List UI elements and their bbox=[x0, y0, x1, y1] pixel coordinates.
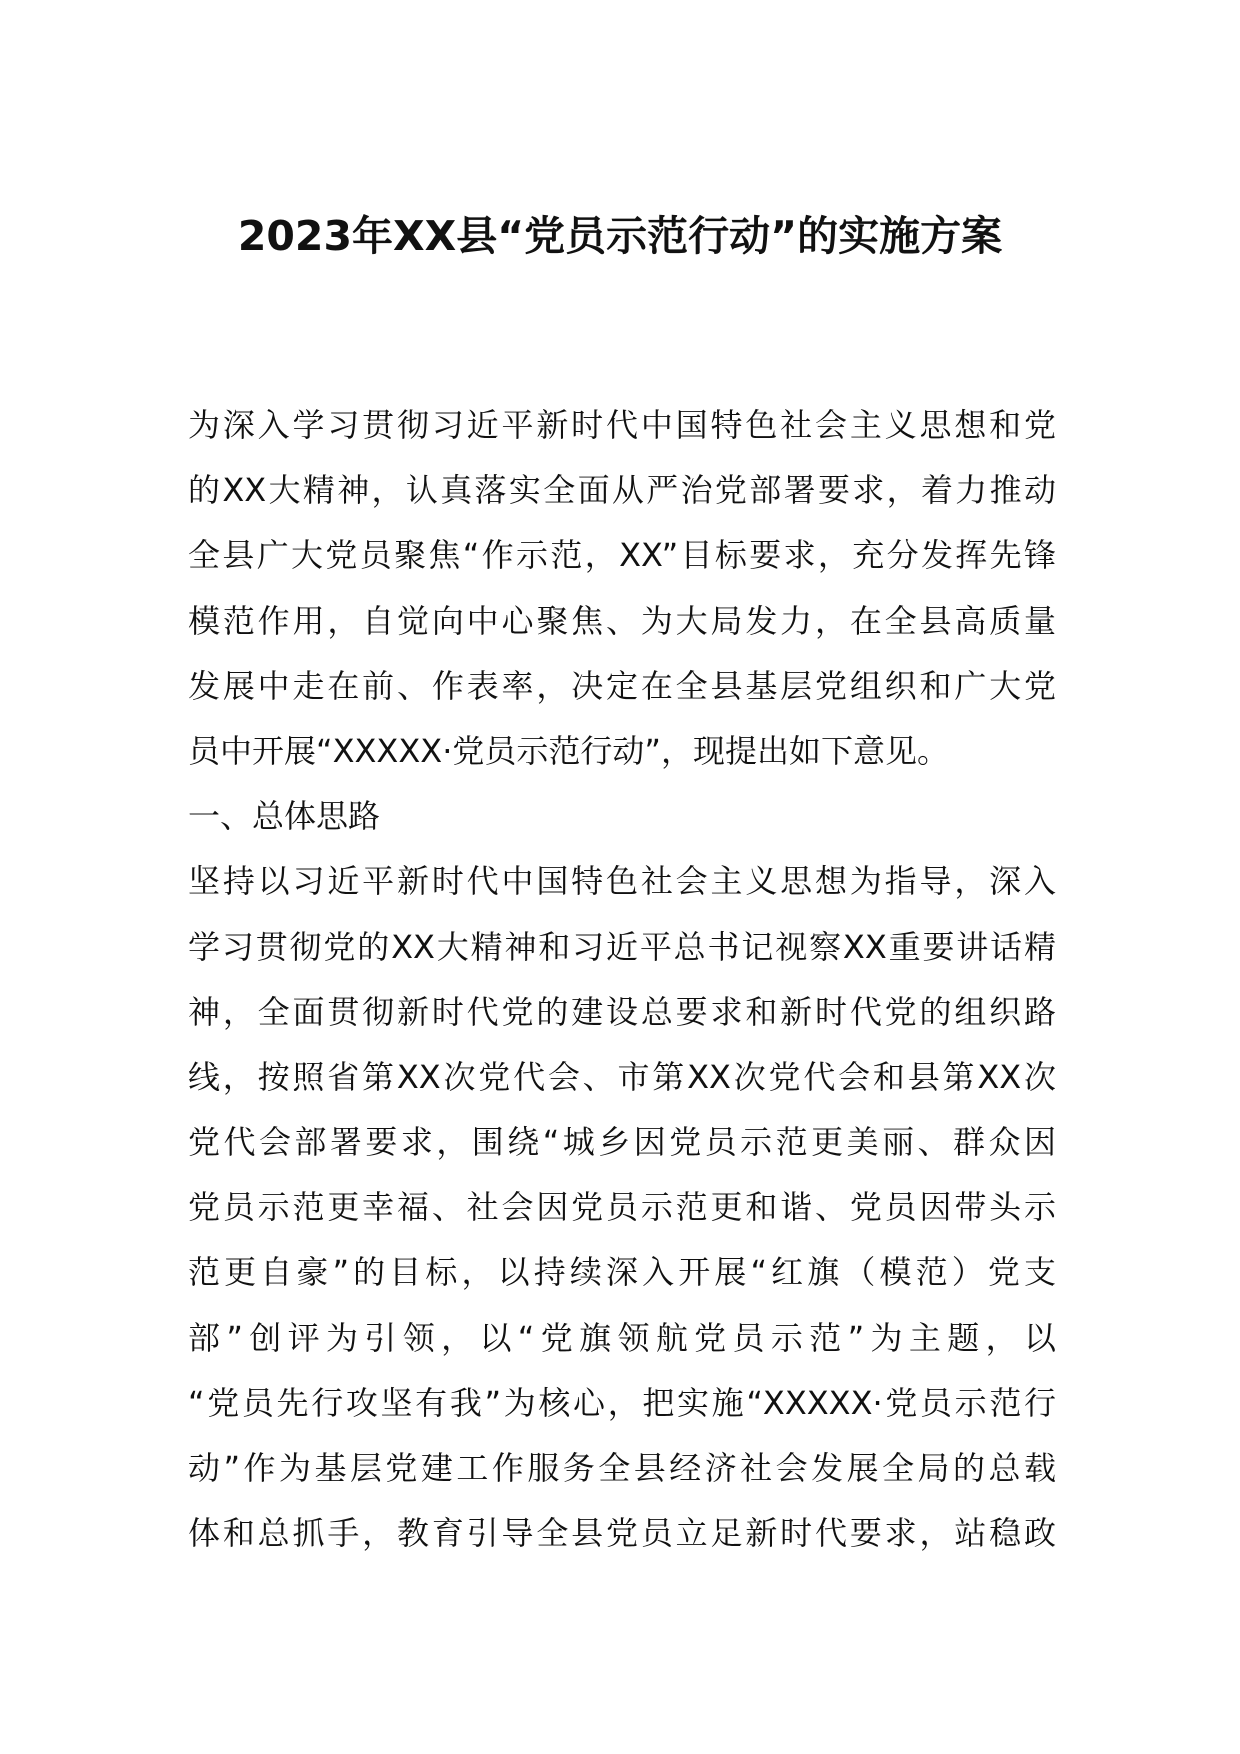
text-line: 为深入学习贯彻习近平新时代中国特色社会主义思想和党 bbox=[188, 406, 1056, 444]
overall-approach-paragraph bbox=[188, 849, 1056, 1566]
intro-paragraph bbox=[188, 393, 1056, 784]
text-line: 一、总体思路 bbox=[188, 797, 381, 836]
text-line: 学习贯彻党的XX大精神和习近平总书记视察XX重要讲话精 bbox=[188, 927, 1056, 966]
text-line: “党员先行攻坚有我”为核心，把实施“XXXXX·党员示范行 bbox=[188, 1383, 1056, 1422]
text-line: 党员示范更幸福、社会因党员示范更和谐、党员因带头示 bbox=[188, 1188, 1056, 1227]
text-line: 范更自豪”的目标，以持续深入开展“红旗（模范）党支 bbox=[188, 1253, 1056, 1292]
section-heading-overall-approach bbox=[188, 784, 1056, 849]
text-line: 党代会部署要求，围绕“城乡因党员示范更美丽、群众因 bbox=[188, 1123, 1056, 1162]
text-line: 神，全面贯彻新时代党的建设总要求和新时代党的组织路 bbox=[188, 992, 1056, 1031]
text-line: 的XX大精神，认真落实全面从严治党部署要求，着力推动 bbox=[188, 471, 1056, 510]
text-line: 部”创评为引领，以“党旗领航党员示范”为主题，以 bbox=[188, 1318, 1056, 1357]
text-line: 全县广大党员聚焦“作示范，XX”目标要求，充分发挥先锋 bbox=[188, 536, 1056, 575]
text-line: 动”作为基层党建工作服务全县经济社会发展全局的总载 bbox=[188, 1449, 1056, 1487]
document-body bbox=[188, 393, 1056, 1566]
text-line: 模范作用，自觉向中心聚焦、为大局发力，在全县高质量 bbox=[188, 601, 1056, 640]
document-title: 2023年XX县“党员示范行动”的实施方案 bbox=[237, 212, 1003, 260]
text-line: 坚持以习近平新时代中国特色社会主义思想为指导，深入 bbox=[188, 862, 1056, 901]
text-line: 体和总抓手，教育引导全县党员立足新时代要求，站稳政 bbox=[188, 1514, 1056, 1553]
text-line: 员中开展“XXXXX·党员示范行动”，现提出如下意见。 bbox=[188, 731, 949, 770]
text-line: 发展中走在前、作表率，决定在全县基层党组织和广大党 bbox=[188, 666, 1056, 705]
text-line: 线，按照省第XX次党代会、市第XX次党代会和县第XX次 bbox=[188, 1057, 1056, 1096]
